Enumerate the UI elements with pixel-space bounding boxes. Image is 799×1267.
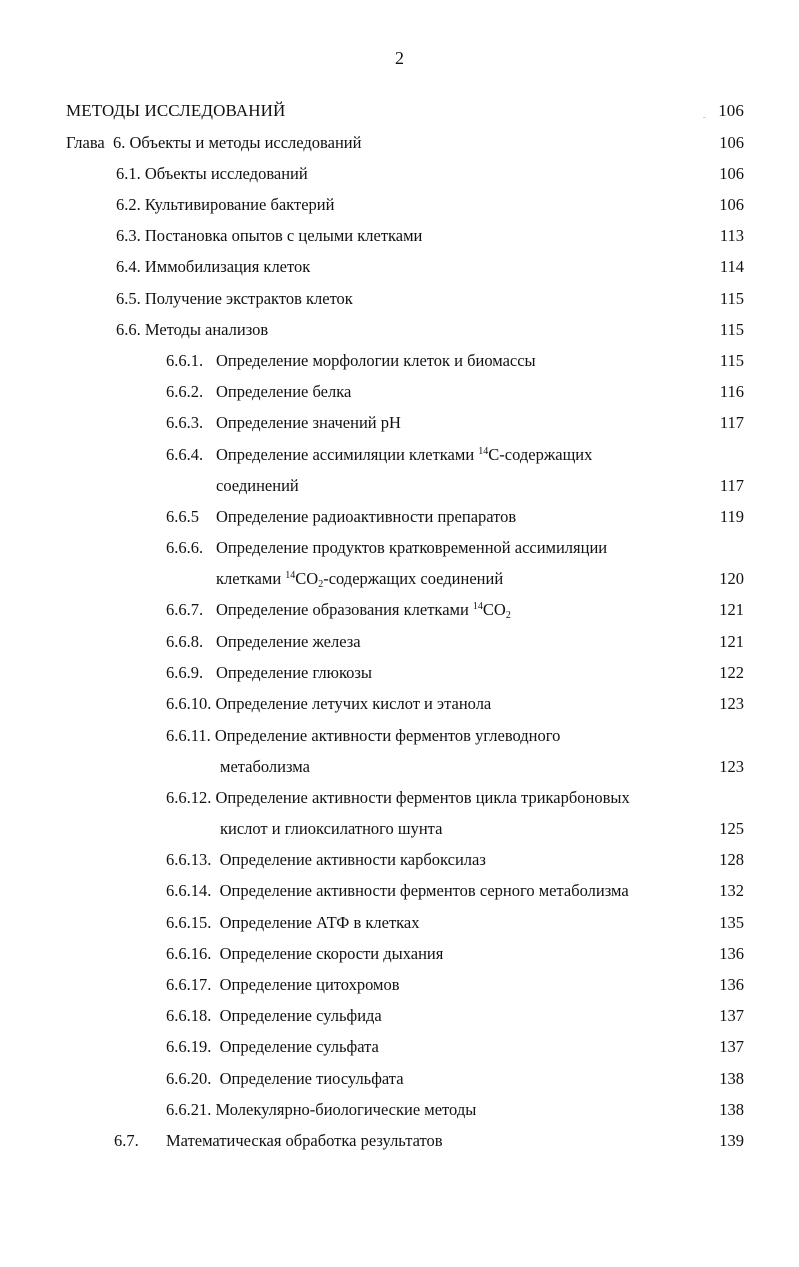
toc-entry-title: Определение скорости дыхания	[219, 944, 444, 963]
toc-subitem-6-6-19[interactable]	[0, 1035, 799, 1059]
formula-subscript: 2	[318, 579, 324, 590]
toc-entry-title: Определение тиосульфата	[219, 1069, 404, 1088]
chapter-prefix: Глава	[66, 133, 105, 152]
toc-page-number: 106	[719, 195, 744, 214]
toc-entry-title: Объекты исследований	[144, 164, 308, 183]
toc-entry-title: Определение активности ферментов серного метаболизма	[219, 881, 629, 900]
toc-page-number: 120	[719, 569, 744, 588]
toc-entry-title: Определение ассимиляции клетками $^{14}$С-содержащих	[216, 445, 593, 464]
toc-page-number: 113	[719, 226, 744, 245]
toc-entry-number: 6.6.4.	[166, 445, 204, 464]
toc-item-6-2[interactable]	[0, 193, 799, 217]
toc-page-number: 136	[719, 944, 744, 963]
toc-entry-number: 6.6.16.	[166, 944, 212, 963]
toc-entry-title: Определение белка	[216, 382, 352, 401]
toc-entry-title-continuation: соединений	[216, 476, 299, 495]
toc-page-number: 122	[719, 663, 744, 682]
toc-item-6-7[interactable]	[0, 1129, 799, 1153]
toc-entry-title: Определение продуктов кратковременной ассимиляции	[216, 538, 608, 557]
toc-subitem-6-6-5[interactable]	[0, 505, 799, 529]
toc-entry-number: 6.6.	[116, 320, 141, 339]
toc-entry-title: Математическая обработка результатов	[166, 1131, 443, 1150]
toc-subitem-6-6-4[interactable]	[0, 443, 799, 467]
toc-item-6-3[interactable]	[0, 224, 799, 248]
toc-subitem-6-6-7[interactable]	[0, 598, 799, 622]
toc-entry-number: 6.2.	[116, 195, 141, 214]
toc-entry-title-continuation: клетками $^{14}CO_2$-содержащих соединений	[216, 569, 504, 590]
toc-entry-number: 6.6.7.	[166, 600, 204, 619]
toc-item-6-5[interactable]	[0, 287, 799, 311]
toc-entry-title: Определение активности ферментов углеводного	[214, 726, 561, 745]
toc-entry-title: Определение сульфата	[219, 1037, 379, 1056]
toc-subitem-6-6-18[interactable]	[0, 1004, 799, 1028]
toc-page-number: 106	[718, 101, 744, 120]
toc-page-number: 117	[719, 413, 744, 432]
isotope-superscript: 14	[472, 601, 483, 612]
toc-entry-title: Определение активности ферментов цикла трикарбоновых	[215, 788, 630, 807]
toc-entry-number: 6.6.5	[166, 507, 199, 526]
toc-entry-title: Определение железа	[216, 632, 361, 651]
formula-subscript: 2	[505, 610, 511, 621]
toc-entry-number: 6.6.17.	[166, 975, 212, 994]
toc-page-number: 106	[719, 164, 744, 183]
toc-subitem-6-6-9[interactable]	[0, 661, 799, 685]
toc-entry-number: 6.6.9.	[166, 663, 204, 682]
page-number: 2	[395, 48, 404, 68]
toc-page-number: 135	[719, 913, 744, 932]
toc-subitem-6-6-8[interactable]	[0, 630, 799, 654]
toc-entry-title: Получение экстрактов клеток	[144, 289, 353, 308]
toc-item-6-4[interactable]	[0, 255, 799, 279]
toc-entry-title: Постановка опытов с целыми клетками	[144, 226, 423, 245]
toc-entry-title: Методы анализов	[144, 320, 269, 339]
toc-subitem-6-6-17[interactable]	[0, 973, 799, 997]
toc-page-number: 106	[719, 133, 744, 152]
toc-entry-title-continuation: метаболизма	[220, 757, 310, 776]
toc-entry-title: Определение сульфида	[219, 1006, 382, 1025]
isotope-superscript: 14	[285, 570, 296, 581]
toc-entry-title: Определение глюкозы	[216, 663, 373, 682]
toc-page-number: 139	[719, 1131, 744, 1150]
toc-page-number: 123	[719, 694, 744, 713]
toc-entry-number: 6.5.	[116, 289, 141, 308]
toc-entry-number: 6.6.13.	[166, 850, 212, 869]
toc-entry-number: 6.6.10.	[166, 694, 212, 713]
toc-page-number: 116	[719, 382, 744, 401]
toc-page-number: 137	[719, 1037, 744, 1056]
toc-chapter-6[interactable]	[0, 131, 799, 155]
toc-subitem-6-6-11-continuation[interactable]	[0, 755, 799, 779]
toc-item-6-1[interactable]	[0, 162, 799, 186]
toc-entry-number: 6.6.3.	[166, 413, 204, 432]
toc-entry-number: 6.6.18.	[166, 1006, 212, 1025]
toc-entry-title: Определение цитохромов	[219, 975, 400, 994]
toc-entry-number: 6.6.11.	[166, 726, 211, 745]
toc-entry-title: Определение образования клетками $^{14}CO_2$	[216, 600, 511, 621]
toc-subitem-6-6-12[interactable]	[0, 786, 799, 810]
toc-subitem-6-6-1[interactable]	[0, 349, 799, 373]
toc-subitem-6-6-11[interactable]	[0, 724, 799, 748]
toc-page-number: 121	[719, 600, 744, 619]
toc-entry-number: 6.6.19.	[166, 1037, 212, 1056]
toc-entry-number: 6.6.15.	[166, 913, 212, 932]
toc-page-number: 121	[719, 632, 744, 651]
toc-page-number: 137	[719, 1006, 744, 1025]
toc-subitem-6-6-4-continuation[interactable]	[0, 474, 799, 498]
toc-entry-number: 6.6.8.	[166, 632, 204, 651]
toc-entry-number: 6.6.20.	[166, 1069, 212, 1088]
toc-entry-number: 6.4.	[116, 257, 141, 276]
toc-page-number: 138	[719, 1069, 744, 1088]
toc-entry-title: Молекулярно-биологические методы	[215, 1100, 477, 1119]
toc-subitem-6-6-3[interactable]	[0, 411, 799, 435]
toc-subitem-6-6-12-continuation[interactable]	[0, 817, 799, 841]
toc-subitem-6-6-14[interactable]	[0, 879, 799, 903]
isotope-superscript: 14	[478, 446, 489, 457]
toc-entry-number: 6.7.	[114, 1131, 139, 1150]
toc-page-number: 115	[719, 320, 744, 339]
toc-page-number: 123	[719, 757, 744, 776]
toc-entry-title	[66, 131, 361, 155]
toc-subitem-6-6-13[interactable]	[0, 848, 799, 872]
toc-entry-title: МЕТОДЫ ИССЛЕДОВАНИЙ	[66, 101, 286, 120]
toc-page-number: 115	[719, 351, 744, 370]
toc-page-number: 132	[719, 881, 744, 900]
toc-page-number: 115	[719, 289, 744, 308]
toc-entry-title: Определение летучих кислот и этанола	[215, 694, 492, 713]
toc-entry-title: Культивирование бактерий	[144, 195, 335, 214]
toc-entry-number: 6.6.6.	[166, 538, 204, 557]
toc-entry-title: Определение активности карбоксилаз	[219, 850, 486, 869]
toc-item-6-6[interactable]	[0, 318, 799, 342]
chapter-title: 6. Объекты и методы исследований	[113, 133, 362, 152]
toc-page-number: 117	[719, 476, 744, 495]
toc-entry-title-continuation: кислот и глиоксилатного шунта	[220, 819, 443, 838]
toc-subitem-6-6-16[interactable]	[0, 942, 799, 966]
toc-entry-number: 6.3.	[116, 226, 141, 245]
toc-subitem-6-6-20[interactable]	[0, 1067, 799, 1091]
toc-subitem-6-6-6-continuation[interactable]	[0, 567, 799, 591]
toc-subitem-6-6-10[interactable]	[0, 692, 799, 716]
toc-section-heading[interactable]	[0, 99, 799, 123]
toc-entry-title: Определение значений pH	[216, 413, 401, 432]
toc-page-number: 119	[719, 507, 744, 526]
toc-entry-title: Иммобилизация клеток	[144, 257, 311, 276]
toc-page-number: 114	[719, 257, 744, 276]
toc-subitem-6-6-6[interactable]	[0, 536, 799, 560]
toc-subitem-6-6-2[interactable]	[0, 380, 799, 404]
toc-subitem-6-6-15[interactable]	[0, 911, 799, 935]
toc-page-number: 136	[719, 975, 744, 994]
toc-subitem-6-6-21[interactable]	[0, 1098, 799, 1122]
toc-entry-number: 6.6.21.	[166, 1100, 212, 1119]
toc-entry-title: Определение морфологии клеток и биомассы	[216, 351, 536, 370]
toc-entry-title: Определение АТФ в клетках	[219, 913, 420, 932]
toc-page-number: 138	[719, 1100, 744, 1119]
toc-page-number: 128	[719, 850, 744, 869]
toc-entry-number: 6.1.	[116, 164, 141, 183]
toc-page-number: 125	[719, 819, 744, 838]
toc-entry-number: 6.6.12.	[166, 788, 212, 807]
toc-entry-number: 6.6.14.	[166, 881, 212, 900]
toc-entry-number: 6.6.1.	[166, 351, 204, 370]
toc-entry-title: Определение радиоактивности препаратов	[216, 507, 517, 526]
toc-entry-number: 6.6.2.	[166, 382, 204, 401]
